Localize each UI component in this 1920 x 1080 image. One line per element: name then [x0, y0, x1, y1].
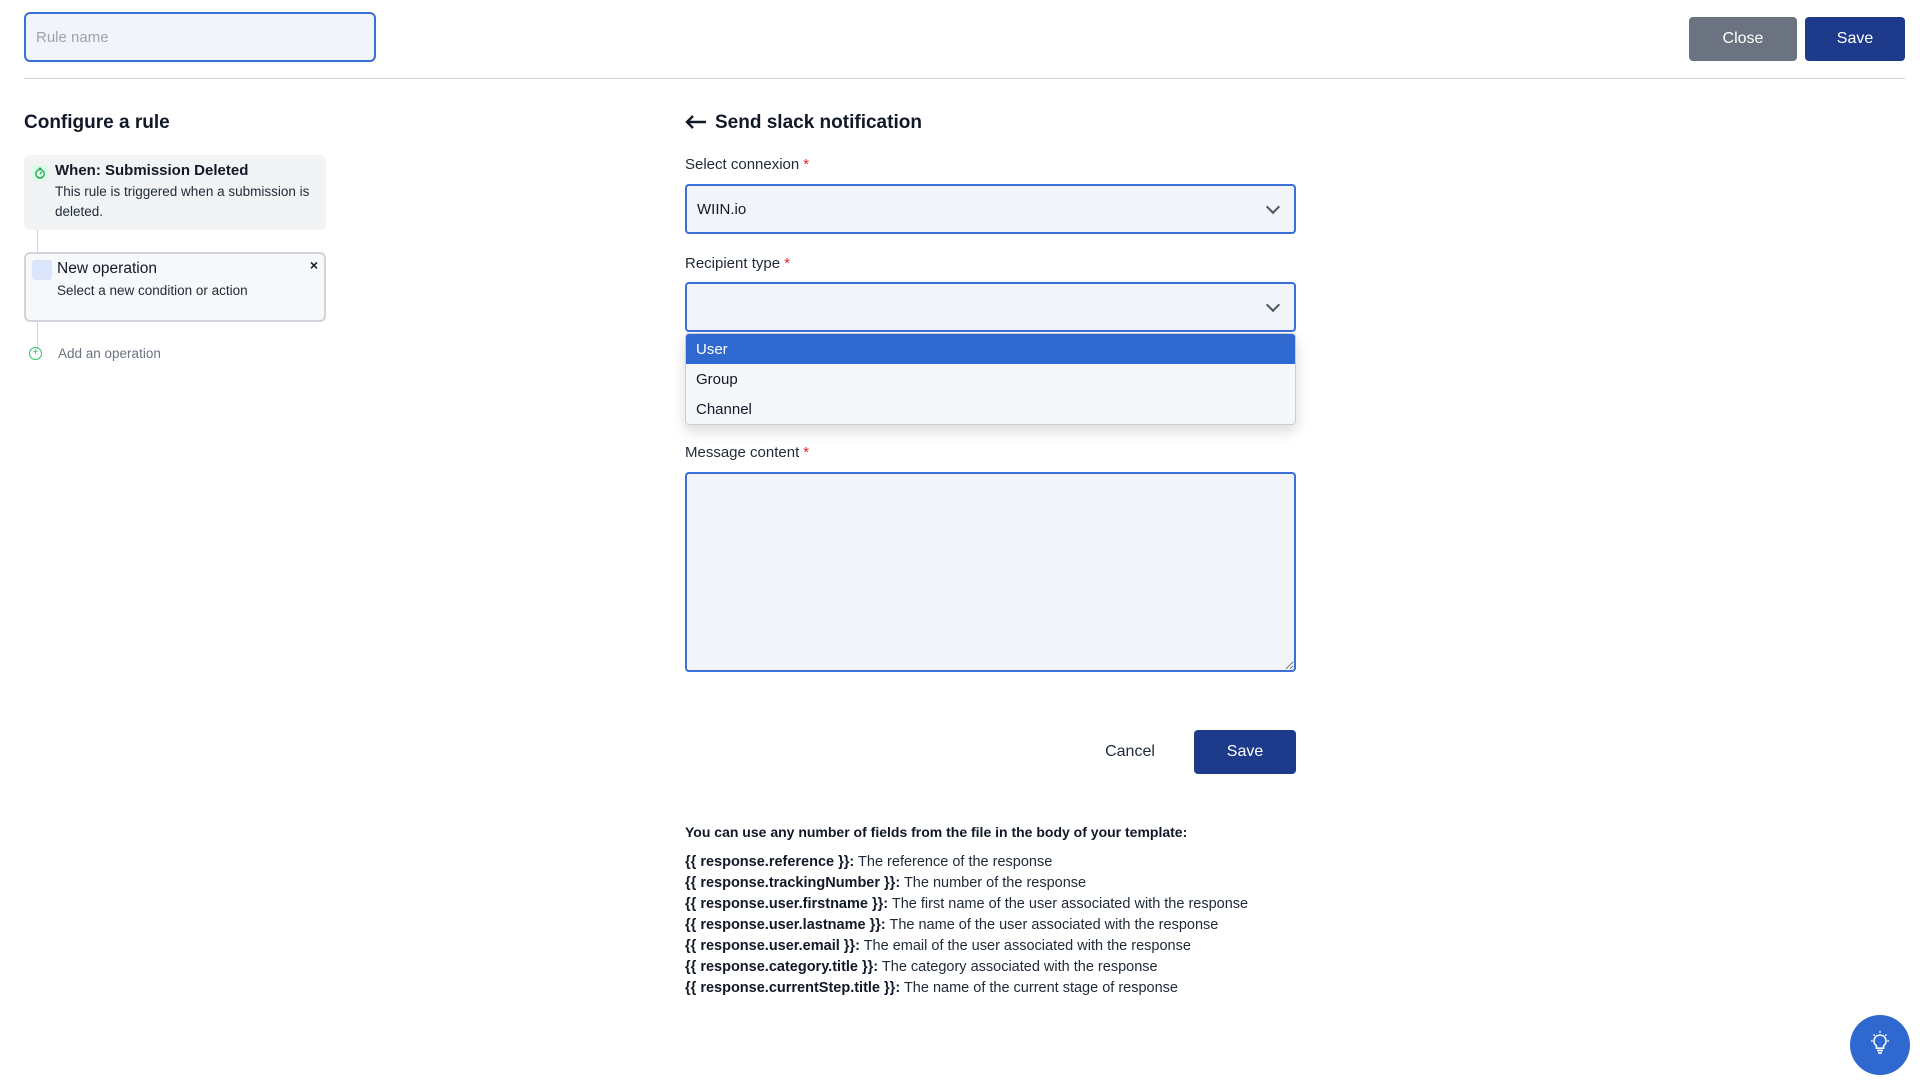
list-item — [685, 936, 1248, 957]
field-key: {{ response.currentStep.title }}: — [685, 980, 901, 996]
rule-name-input[interactable] — [24, 12, 376, 62]
connexion-label: Select connexion * — [685, 156, 810, 173]
field-key: {{ response.user.firstname }}: — [685, 896, 889, 912]
lightbulb-icon — [1867, 1030, 1893, 1061]
chevron-down-icon — [1266, 199, 1280, 213]
operation-description: Select a new condition or action — [57, 283, 248, 298]
field-description: The number of the response — [903, 875, 1087, 891]
template-fields-list — [685, 852, 1248, 999]
required-mark: * — [803, 156, 810, 173]
trigger-title: When: Submission Deleted — [55, 162, 249, 179]
field-key: {{ response.user.lastname }}: — [685, 917, 886, 933]
recipient-label: Recipient type * — [685, 255, 790, 272]
field-key: {{ response.user.email }}: — [685, 938, 860, 954]
message-content-textarea[interactable] — [685, 472, 1296, 672]
connexion-value: WIIN.io — [697, 200, 747, 218]
list-item — [685, 957, 1248, 978]
message-label: Message content * — [685, 444, 810, 461]
arrow-left-icon[interactable] — [685, 113, 707, 133]
list-item — [685, 873, 1248, 894]
field-description: The name of the current stage of response — [903, 980, 1178, 996]
cancel-button[interactable]: Cancel — [1080, 730, 1180, 774]
trigger-description: This rule is triggered when a submission is deleted. — [55, 184, 310, 219]
required-mark: * — [803, 444, 810, 461]
form-save-button[interactable]: Save — [1194, 730, 1296, 774]
help-fab-button[interactable] — [1850, 1015, 1910, 1075]
template-help-heading: You can use any number of fields from the file in the body of your template: — [685, 824, 1188, 840]
field-key: {{ response.trackingNumber }}: — [685, 875, 901, 891]
dropdown-option-group[interactable]: Group — [696, 370, 738, 388]
field-description: The name of the user associated with the response — [889, 917, 1219, 933]
list-item — [685, 894, 1248, 915]
field-key: {{ response.reference }}: — [685, 854, 855, 870]
stopwatch-icon — [32, 165, 48, 181]
close-button[interactable]: Close — [1689, 17, 1797, 61]
recipient-select[interactable] — [685, 282, 1296, 332]
trigger-card[interactable] — [24, 155, 326, 230]
operation-card[interactable] — [24, 252, 326, 322]
add-operation-label: Add an operation — [58, 346, 161, 361]
add-operation-button[interactable] — [29, 346, 161, 361]
operation-title: New operation — [57, 260, 157, 277]
form-header — [685, 112, 922, 134]
connexion-select[interactable] — [685, 184, 1296, 234]
field-description: The email of the user associated with the response — [863, 938, 1191, 954]
configure-rule-title: Configure a rule — [24, 112, 170, 133]
dropdown-option-user[interactable]: User — [686, 334, 1295, 364]
recipient-dropdown — [685, 333, 1296, 425]
form-title: Send slack notification — [715, 112, 922, 133]
close-icon[interactable]: × — [309, 257, 318, 273]
header-divider — [24, 78, 1905, 79]
field-description: The reference of the response — [858, 854, 1053, 870]
dropdown-option-channel[interactable]: Channel — [696, 400, 752, 418]
required-mark: * — [784, 255, 790, 272]
field-key: {{ response.category.title }}: — [685, 959, 879, 975]
list-item — [685, 915, 1248, 936]
list-item — [685, 852, 1248, 873]
list-item — [685, 978, 1248, 999]
operation-icon — [32, 260, 52, 280]
field-description: The category associated with the response — [881, 959, 1158, 975]
field-description: The first name of the user associated with the response — [891, 896, 1249, 912]
plus-circle-icon: + — [29, 347, 42, 360]
save-button[interactable]: Save — [1805, 17, 1905, 61]
chevron-down-icon — [1266, 297, 1280, 311]
